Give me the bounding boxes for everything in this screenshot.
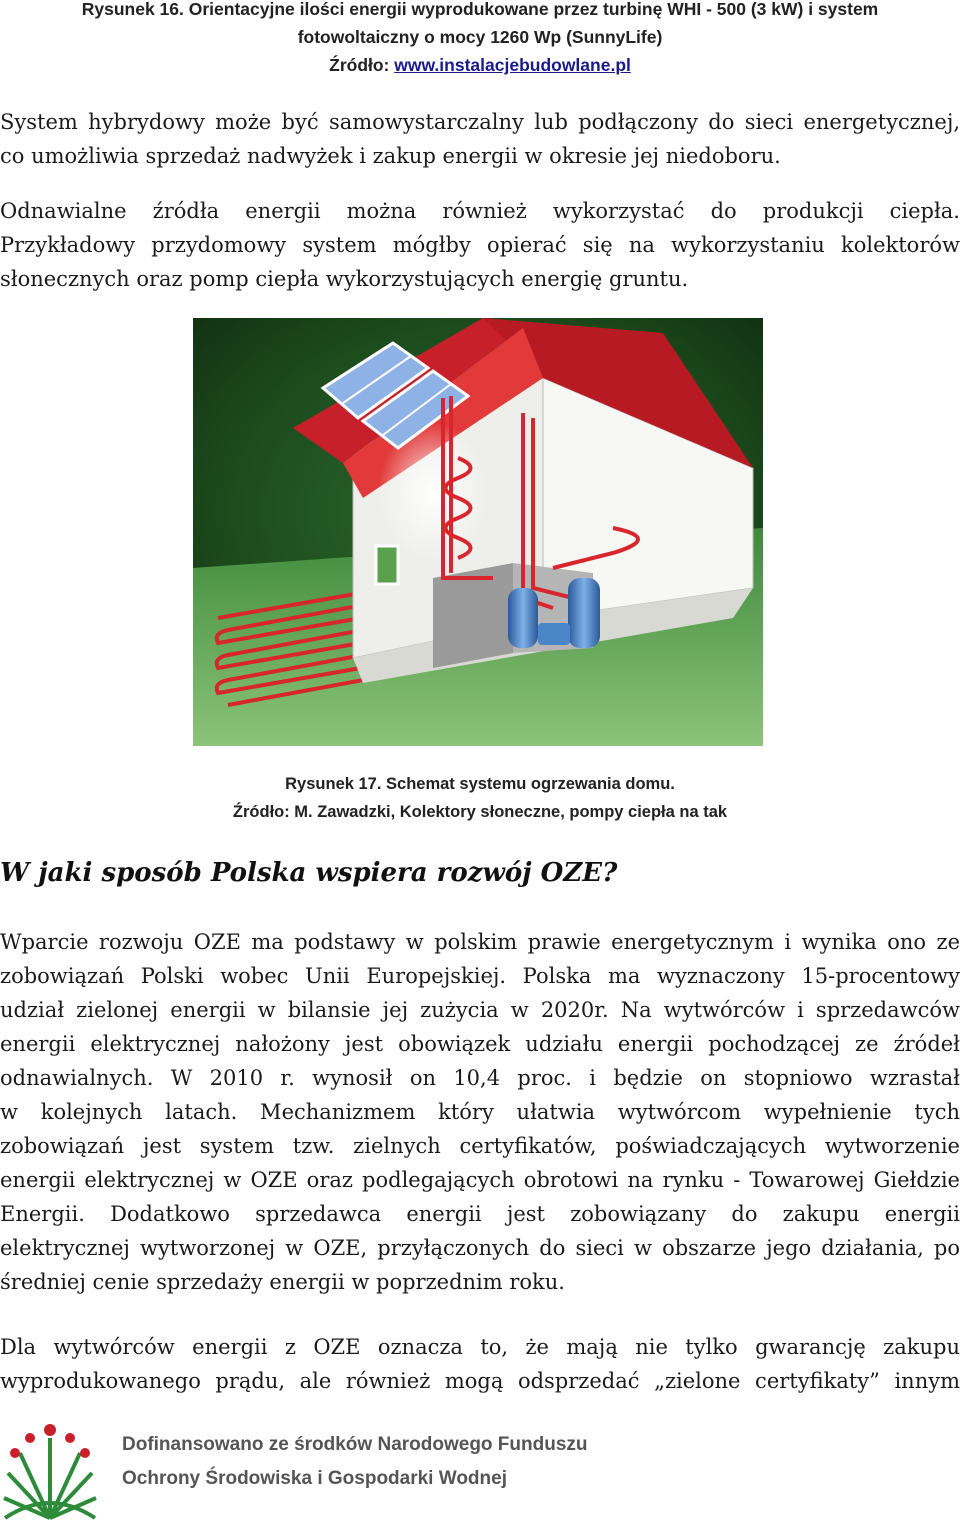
text-line: słonecznych oraz pomp ciepła wykorzystujących energię gruntu. — [0, 267, 689, 291]
text-line: energii elektrycznej nałożony jest obowiązek udziału energii pochodzącej ze źródeł — [0, 1032, 960, 1056]
text-line: udział zielonej energii w bilansie jej zużycia w 2020r. Na wytwórców i sprzedawców — [0, 998, 960, 1022]
text-line: elektrycznej wytworzonej w OZE, przyłączonych do sieci w obszarze jego działania, po — [0, 1236, 960, 1260]
text-line: System hybrydowy może być samowystarczalny lub podłączony do sieci energetycznej, — [0, 110, 960, 134]
figure-16-caption — [0, 0, 960, 79]
heat-pump-unit — [538, 623, 570, 645]
text-line: Energii. Dodatkowo sprzedawca energii jest zobowiązany do zakupu energii — [0, 1202, 960, 1226]
tank-right — [568, 578, 600, 648]
figure-16-source — [0, 51, 960, 79]
text-line: Dla wytwórców energii z OZE oznacza to, że mają nie tylko gwarancję zakupu — [0, 1335, 960, 1359]
text-line: co umożliwia sprzedaż nadwyżek i zakup energii w okresie jej niedoboru. — [0, 144, 781, 168]
text-line: odnawialnych. W 2010 r. wynosił on 10,4 proc. i będzie on stopniowo wzrastał — [0, 1066, 960, 1090]
window — [376, 546, 398, 584]
text-line: zobowiązań Polski wobec Unii Europejskiej. Polska ma wyznaczony 15-procentowy — [0, 964, 960, 988]
text-line: zobowiązań jest system tzw. zielnych certyfikatów, poświadczających wytworzenie — [0, 1134, 960, 1158]
nfosigw-logo-icon — [0, 1408, 110, 1524]
paragraph-oze-support — [0, 925, 960, 1299]
text-line: wyprodukowanego prądu, ale również mogą odsprzedać „zielone certyfikaty” innym — [0, 1369, 960, 1393]
paragraph-heat-production — [0, 194, 960, 296]
figure-16-title-cont: fotowoltaiczny o mocy 1260 Wp (SunnyLife) — [297, 27, 663, 47]
source-link[interactable]: www.instalacjebudowlane.pl — [394, 55, 631, 75]
footer-line-1: Dofinansowano ze środków Narodowego Funduszu — [122, 1434, 588, 1455]
figure-17-source: Źródło: M. Zawadzki, Kolektory słoneczne, pompy ciepła na tak — [232, 803, 728, 821]
footer — [0, 1408, 960, 1524]
text-line: energii elektrycznej w OZE oraz podlegających obrotowi na rynku - Towarowej Giełdzie — [0, 1168, 960, 1192]
footer-line-2: Ochrony Środowiska i Gospodarki Wodnej — [122, 1468, 507, 1489]
source-label: Źródło: — [329, 55, 395, 75]
text-line: Wparcie rozwoju OZE ma podstawy w polskim prawie energetycznym i wynika ono ze — [0, 930, 960, 954]
paragraph-producers — [0, 1330, 960, 1398]
section-heading: W jaki sposób Polska wspiera rozwój OZE? — [0, 858, 618, 888]
figure-17-title: Rysunek 17. Schemat systemu ogrzewania domu. — [285, 775, 675, 793]
tank-left — [508, 588, 538, 648]
text-line: w kolejnych latach. Mechanizmem który ułatwia wytwórcom wypełnienie tych — [0, 1100, 960, 1124]
text-line: średniej cenie sprzedaży energii w poprzednim roku. — [0, 1270, 565, 1294]
text-line: Odnawialne źródła energii można również wykorzystać do produkcji ciepła. — [0, 199, 960, 223]
figure-17-caption — [0, 770, 960, 826]
paragraph-hybrid-system — [0, 105, 960, 173]
house-heating-illustration — [193, 318, 763, 746]
text-line: Przykładowy przydomowy system mógłby opierać się na wykorzystaniu kolektorów — [0, 233, 960, 257]
house-heating-svg — [193, 318, 763, 746]
figure-16-title: Rysunek 16. Orientacyjne ilości energii wyprodukowane przez turbinę WHI - 500 (3 kW) i system — [81, 0, 879, 19]
